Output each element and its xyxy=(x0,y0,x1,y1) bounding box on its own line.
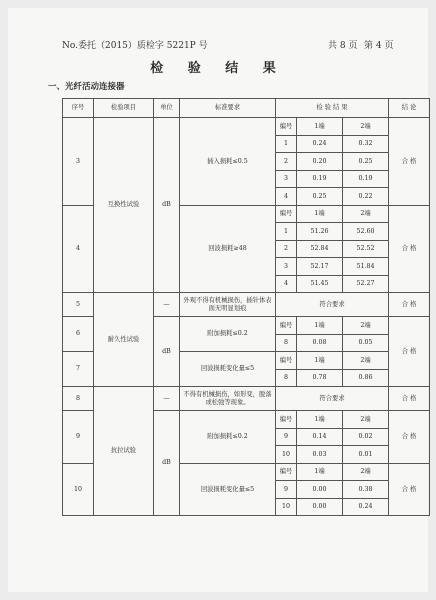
col-standard: 标准要求 xyxy=(180,99,276,118)
table-row: 4 51.45 52.27 xyxy=(63,275,430,293)
table-row: 10 回波损耗变化量≤5 编号 1端 2端 合 格 xyxy=(63,463,430,481)
table-row: 9 dB 附加损耗≤0.2 编号 1端 2端 合 格 xyxy=(63,411,430,429)
table-row: 9 0.00 0.38 xyxy=(63,481,430,499)
report-number: No.委托（2015）质检字 5221P 号 xyxy=(62,41,208,51)
col-item: 检验项目 xyxy=(94,99,154,118)
conclusion-cell: 合 格 xyxy=(389,317,430,387)
table-row: 3 0.19 0.19 xyxy=(63,170,430,188)
table-row: 1 51.26 52.60 xyxy=(63,223,430,241)
table-row: 8 抗拉试验 — 不得有机械损伤，如形变，脱落或松弛等现象。 符合要求 合 格 xyxy=(63,387,430,411)
conclusion-cell: 合 格 xyxy=(389,293,430,317)
table-row: 8 0.78 0.86 xyxy=(63,369,430,387)
table-row: 10 0.00 0.24 xyxy=(63,498,430,516)
conclusion-cell: 合 格 xyxy=(389,387,430,411)
total-pages: 共 8 页 xyxy=(328,41,358,51)
table-row: 9 0.14 0.02 xyxy=(63,428,430,446)
table-row: 6 dB 附加损耗≤0.2 编号 1端 2端 合 格 xyxy=(63,317,430,335)
table-row: 8 0.08 0.05 xyxy=(63,334,430,352)
table-header-row xyxy=(63,99,430,118)
table-row: 10 0.03 0.01 xyxy=(63,446,430,464)
table-row: 2 0.20 0.25 xyxy=(63,153,430,171)
page-title: 检 验 结 果 xyxy=(150,61,286,76)
table-row: 1 0.24 0.32 xyxy=(63,135,430,153)
conclusion-cell: 合 格 xyxy=(389,205,430,293)
item-tension: 抗拉试验 xyxy=(94,387,154,516)
table-row: 3 52.17 51.84 xyxy=(63,258,430,276)
table-row: 5 耐久性试验 — 外观不得有机械损伤，插针体表面无明显划痕 符合要求 合 格 xyxy=(63,293,430,317)
report-page xyxy=(8,8,428,592)
col-seq: 序号 xyxy=(63,99,94,118)
table-row: 4 回波损耗≥48 编号 1端 2端 合 格 xyxy=(63,205,430,223)
table-row: 2 52.84 52.52 xyxy=(63,240,430,258)
table-row: 3 互换性试验 dB 插入损耗≤0.5 编号 1端 2端 合 格 xyxy=(63,118,430,136)
conclusion-cell: 合 格 xyxy=(389,118,430,206)
col-result: 检 验 结 果 xyxy=(276,99,389,118)
col-unit: 单位 xyxy=(154,99,180,118)
section-heading: 一、光纤活动连接器 xyxy=(48,82,125,92)
conclusion-cell: 合 格 xyxy=(389,463,430,516)
conclusion-cell: 合 格 xyxy=(389,411,430,464)
col-conclusion: 结 论 xyxy=(389,99,430,118)
results-table xyxy=(62,98,430,516)
table-row: 7 回波损耗变化量≤5 编号 1端 2端 xyxy=(63,352,430,370)
item-durability: 耐久性试验 xyxy=(94,293,154,387)
item-interchange: 互换性试验 xyxy=(94,118,154,293)
page-number: 第 4 页 xyxy=(364,41,394,51)
table-row: 4 0.25 0.22 xyxy=(63,188,430,206)
